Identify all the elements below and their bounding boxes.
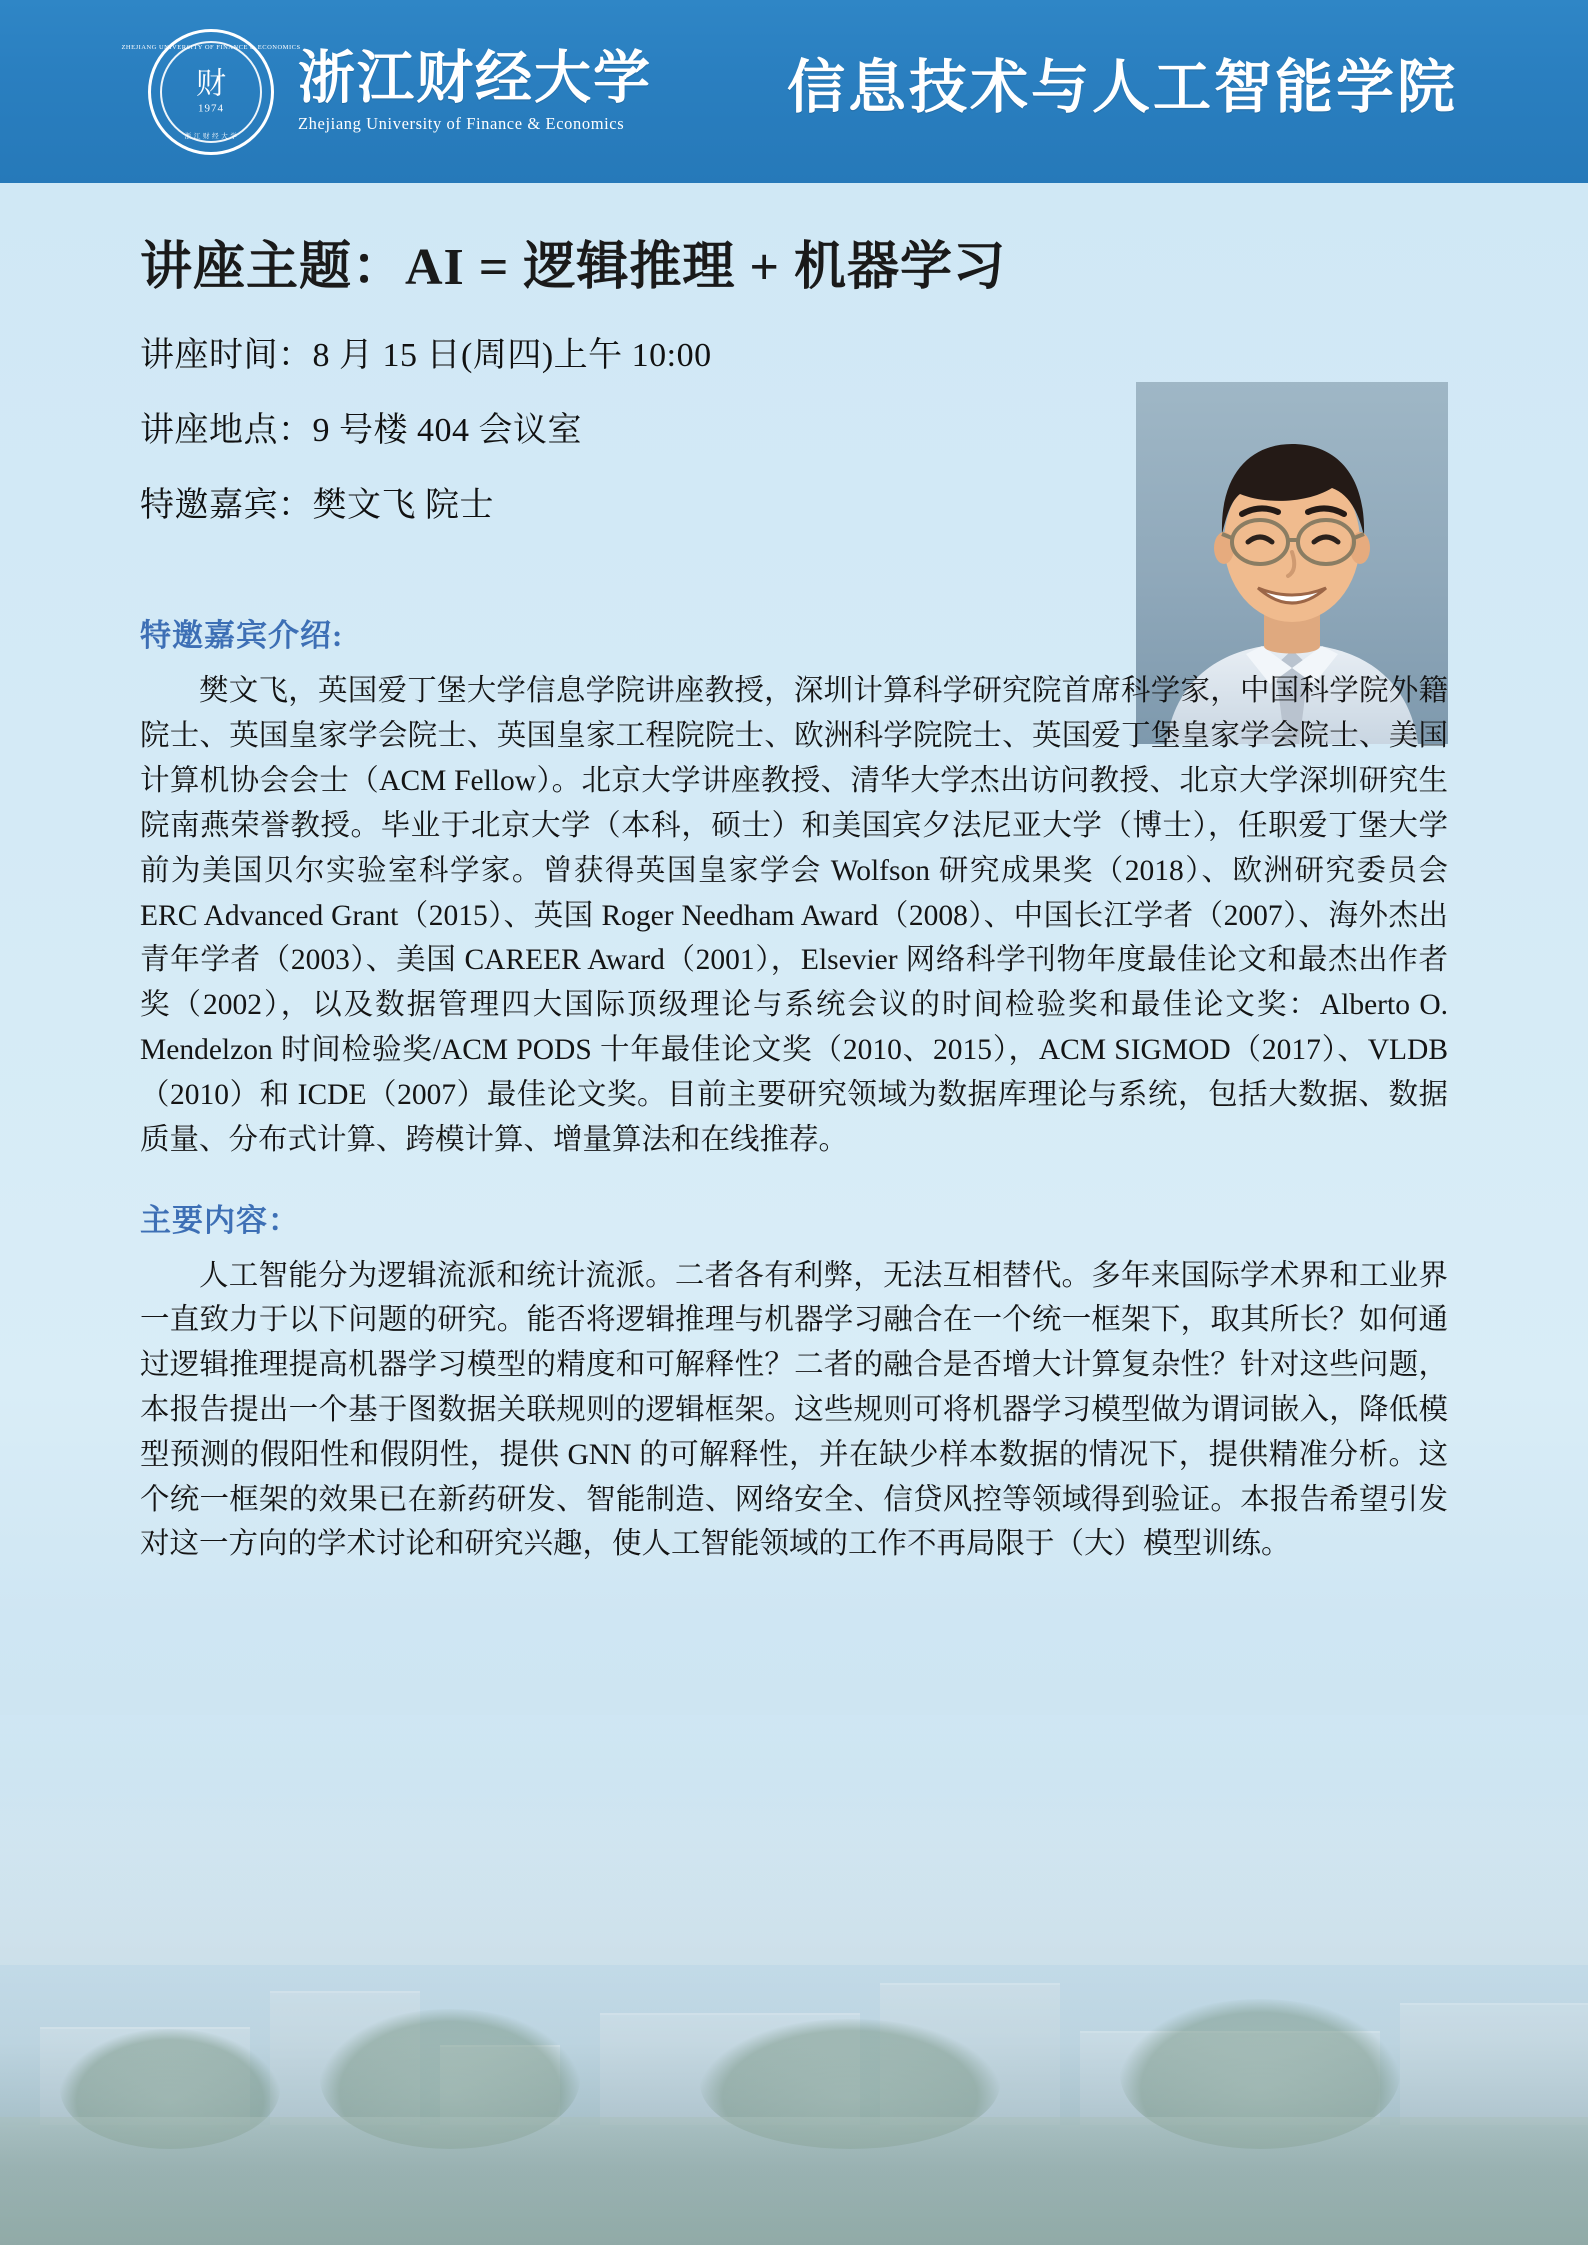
logo-ring-top-text: ZHEJIANG UNIVERSITY OF FINANCE & ECONOMICS <box>121 43 301 51</box>
logo-mark-glyph: 财 <box>196 67 226 100</box>
poster-header <box>0 0 1588 183</box>
content-section-heading: 主要内容： <box>140 1202 300 1238</box>
logo-ring-bottom-text: 浙 江 财 经 大 学 <box>184 132 238 140</box>
school-name-cn: 信息技术与人工智能学院 <box>786 54 1458 120</box>
poster-content <box>0 183 1588 1567</box>
university-name-en: Zhejiang University of Finance & Economics <box>298 114 625 134</box>
lecture-location: 讲座地点：9 号楼 404 会议室 <box>140 411 582 449</box>
page-title: 讲座主题：AI = 逻辑推理 + 机器学习 <box>140 239 1007 296</box>
campus-photo-band <box>0 1715 1588 2245</box>
lecture-time: 讲座时间：8 月 15 日(周四)上午 10:00 <box>140 337 712 374</box>
university-name-cn: 浙江财经大学 <box>298 46 652 110</box>
abstract-text: 人工智能分为逻辑流派和统计流派。二者各有利弊，无法互相替代。多年来国际学术界和工业界一直致力于以下问题的研究。能否将逻辑推理与机器学习融合在一个统一框架下，取其所长？如何通过逻辑推理提高机器学习模型的精度和可解释性？二者的融合是否增大计算复杂性？针对这些问题，本报告提出一个基于图数据关联规则的逻辑框架。这些规则可将机器学习模型做为谓词嵌入，降低模型预测的假阳性和假阴性，提供 GNN 的可解释性，并在缺少样本数据的情况下，提供精准分析。这个统一框架的效果已在新药研发、智能制造、网络安全、信贷风控等领域得到验证。本报告希望引发对这一方向的学术讨论和研究兴趣，使人工智能领域的工作不再局限于（大）模型训练。 <box>140 1259 1448 1561</box>
lecture-guest: 特邀嘉宾：樊文飞 院士 <box>140 486 494 524</box>
logo-year: 1974 <box>198 102 224 114</box>
logo-center <box>196 69 226 114</box>
header-university-names <box>298 46 652 135</box>
lecture-meta <box>140 336 1448 526</box>
photo-ground <box>0 2117 1588 2245</box>
university-logo-icon <box>121 29 301 155</box>
photo-sky <box>0 1715 1588 1965</box>
guest-section-heading: 特邀嘉宾介绍: <box>140 618 344 654</box>
guest-bio-text: 樊文飞，英国爱丁堡大学信息学院讲座教授，深圳计算科学研究院首席科学家，中国科学院外籍院士、英国皇家学会院士、英国皇家工程院院士、欧洲科学院院士、英国爱丁堡皇家学会院士、美国计算机协会会士（ACM Fellow）。北京大学讲座教授、清华大学杰出访问教授、北京大学深圳研究生院南燕荣誉教授。毕业于北京大学（本科，硕士）和美国宾夕法尼亚大学（博士），任职爱丁堡大学前为美国贝尔实验室科学家。曾获得英国皇家学会 Wolfson 研究成果奖（2018）、欧洲研究委员会 ERC Advanced Grant（2015）、英国 Roger Needham Award（2008）、中国长江学者（2007）、海外杰出青年学者（2003）、美国 CAREER Award（2001），Elsevier 网络科学刊物年度最佳论文和最杰出作者奖（2002），以及数据管理四大国际顶级理论与系统会议的时间检验奖和最佳论文奖：Alberto O. Mendelzon 时间检验奖/ACM PODS 十年最佳论文奖（2010、2015），ACM SIGMOD（2017）、VLDB（2010）和 ICDE（2007）最佳论文奖。目前主要研究领域为数据库理论与系统，包括大数据、数据质量、分布式计算、跨模计算、增量算法和在线推荐。 <box>140 675 1448 1156</box>
